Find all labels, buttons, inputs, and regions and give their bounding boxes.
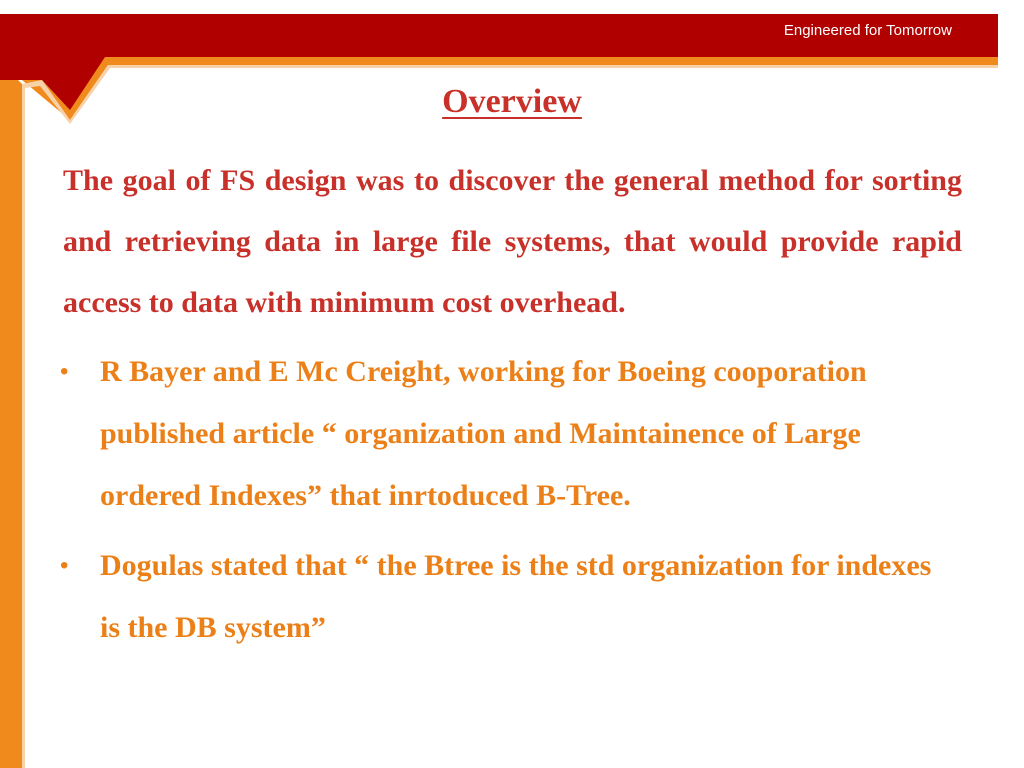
bullet-item-douglas: [58, 535, 958, 659]
bullet-marker: •: [60, 358, 69, 385]
brand-tagline: Engineered for Tomorrow: [783, 22, 952, 39]
slide-title: Overview: [442, 83, 582, 120]
bullet-list: [58, 341, 958, 667]
left-accent-bar: [0, 62, 22, 768]
bullet-text: Dogulas stated that “ the Btree is the std organization for indexes is the DB system”: [100, 549, 932, 644]
bullet-text: R Bayer and E Mc Creight, working for Boeing cooporation published article “ organization and Maintainence of Large ordered Indexes” that inrtoduced B-Tree.: [100, 355, 867, 512]
bullet-marker: •: [60, 552, 69, 579]
intro-paragraph: The goal of FS design was to discover the general method for sorting and retrieving data in large file systems, that would provide rapid access to data with minimum cost overhead.: [63, 164, 962, 319]
bullet-item-bayer: [58, 341, 958, 527]
